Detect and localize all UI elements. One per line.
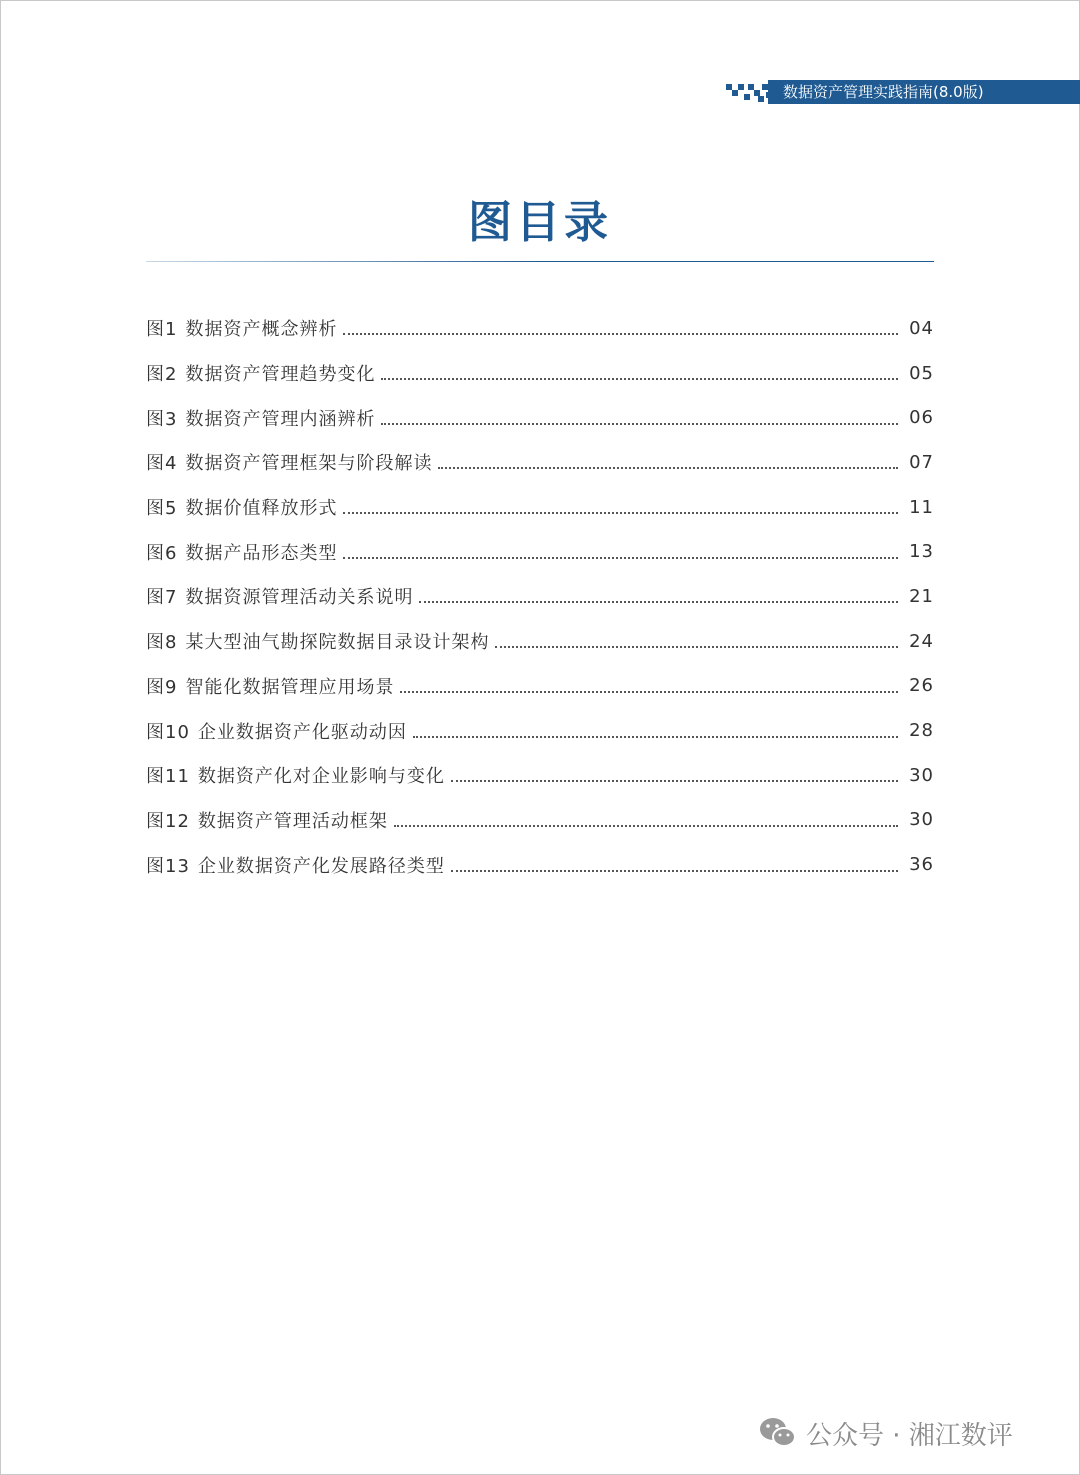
watermark — [758, 1413, 1013, 1453]
toc-entry-label: 图11 数据资产化对企业影响与变化 — [146, 766, 445, 788]
toc-leader-dots — [438, 467, 898, 469]
toc-leader-dots — [343, 512, 898, 514]
toc-entry[interactable] — [146, 351, 934, 396]
toc-leader-dots — [419, 601, 898, 603]
toc-entry[interactable] — [146, 664, 934, 709]
toc-leader-dots — [495, 646, 898, 648]
toc-entry-label: 图1 数据资产概念辨析 — [146, 319, 338, 341]
toc-leader-dots — [343, 557, 898, 559]
toc-entry-label: 图3 数据资产管理内涵辨析 — [146, 408, 376, 430]
toc-entry[interactable] — [146, 753, 934, 798]
toc-leader-dots — [381, 423, 898, 425]
wechat-icon — [758, 1415, 798, 1451]
toc-entry[interactable] — [146, 842, 934, 887]
toc-leader-dots — [451, 870, 898, 872]
toc-page-number: 04 — [909, 317, 934, 339]
toc-entry[interactable] — [146, 395, 934, 440]
toc-page-number: 30 — [909, 809, 934, 831]
toc-leader-dots — [381, 378, 898, 380]
toc-entry[interactable] — [146, 440, 934, 485]
toc-page-number: 28 — [909, 720, 934, 742]
page-title: 图目录 — [468, 197, 612, 248]
toc-entry[interactable] — [146, 306, 934, 351]
toc-page-number: 21 — [909, 585, 934, 607]
figure-list — [146, 306, 934, 887]
toc-leader-dots — [400, 691, 898, 693]
toc-entry-label: 图7 数据资源管理活动关系说明 — [146, 587, 414, 609]
toc-entry-label: 图4 数据资产管理框架与阶段解读 — [146, 453, 433, 475]
toc-entry[interactable] — [146, 708, 934, 753]
toc-page-number: 11 — [909, 496, 934, 518]
toc-page-number: 05 — [909, 362, 934, 384]
toc-page-number: 36 — [909, 854, 934, 876]
toc-leader-dots — [343, 333, 898, 335]
toc-leader-dots — [413, 736, 898, 738]
toc-entry-label: 图10 企业数据资产化驱动动因 — [146, 721, 407, 743]
toc-entry-label: 图9 智能化数据管理应用场景 — [146, 676, 395, 698]
toc-entry[interactable] — [146, 798, 934, 843]
toc-page-number: 30 — [909, 764, 934, 786]
toc-entry-label: 图2 数据资产管理趋势变化 — [146, 364, 376, 386]
toc-entry-label: 图6 数据产品形态类型 — [146, 542, 338, 564]
toc-leader-dots — [394, 825, 898, 827]
toc-entry-label: 图12 数据资产管理活动框架 — [146, 810, 388, 832]
toc-page-number: 26 — [909, 675, 934, 697]
toc-page-number: 07 — [909, 451, 934, 473]
toc-page-number: 24 — [909, 630, 934, 652]
toc-entry-label: 图13 企业数据资产化发展路径类型 — [146, 855, 445, 877]
toc-entry-label: 图5 数据价值释放形式 — [146, 498, 338, 520]
toc-entry[interactable] — [146, 619, 934, 664]
toc-page-number: 13 — [909, 541, 934, 563]
watermark-text: 公众号 · 湘江数评 — [806, 1420, 1013, 1451]
toc-entry-label: 图8 某大型油气勘探院数据目录设计架构 — [146, 632, 490, 654]
header-title: 数据资产管理实践指南(8.0版) — [783, 83, 984, 101]
toc-entry[interactable] — [146, 574, 934, 619]
toc-entry[interactable] — [146, 485, 934, 530]
title-divider — [146, 261, 934, 262]
toc-page-number: 06 — [909, 407, 934, 429]
toc-entry[interactable] — [146, 529, 934, 574]
toc-leader-dots — [451, 780, 898, 782]
